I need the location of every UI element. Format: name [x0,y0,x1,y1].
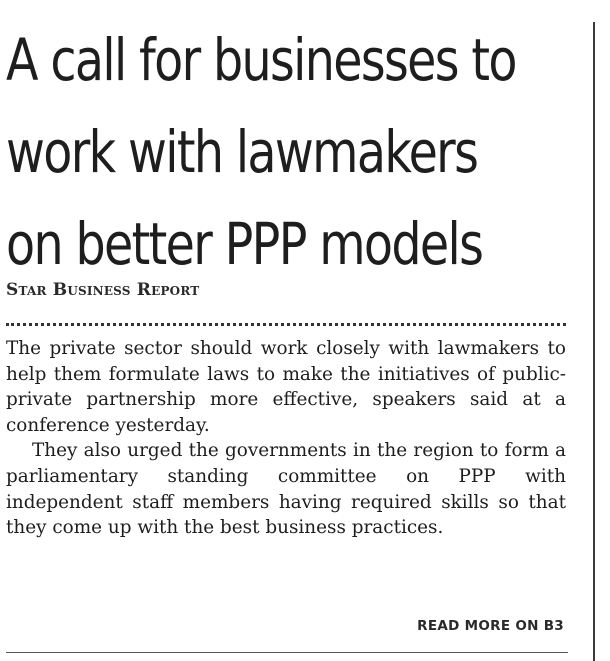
headline-line-3: on better PPP models [6,210,483,278]
headline-line-1: A call for businesses to [6,26,516,94]
dotted-divider [6,323,566,326]
read-more-link[interactable]: READ MORE ON B3 [417,618,564,634]
byline: Star Business Report [6,280,200,300]
paragraph-1: The private sector should work closely with lawmakers to help them formulate laws to make the initiatives of public-private partnership more effective, speakers said at a conference yesterday. [6,338,566,436]
column-divider [593,22,595,661]
paragraph-2: They also urged the governments in the region to form a parliamentary standing committee on PPP with independent staff members having required skills so that they come up with the best business practices. [6,440,566,539]
headline [6,14,516,290]
article-body [6,336,566,541]
bottom-divider [6,652,568,653]
headline-line-2: work with lawmakers [6,118,478,186]
